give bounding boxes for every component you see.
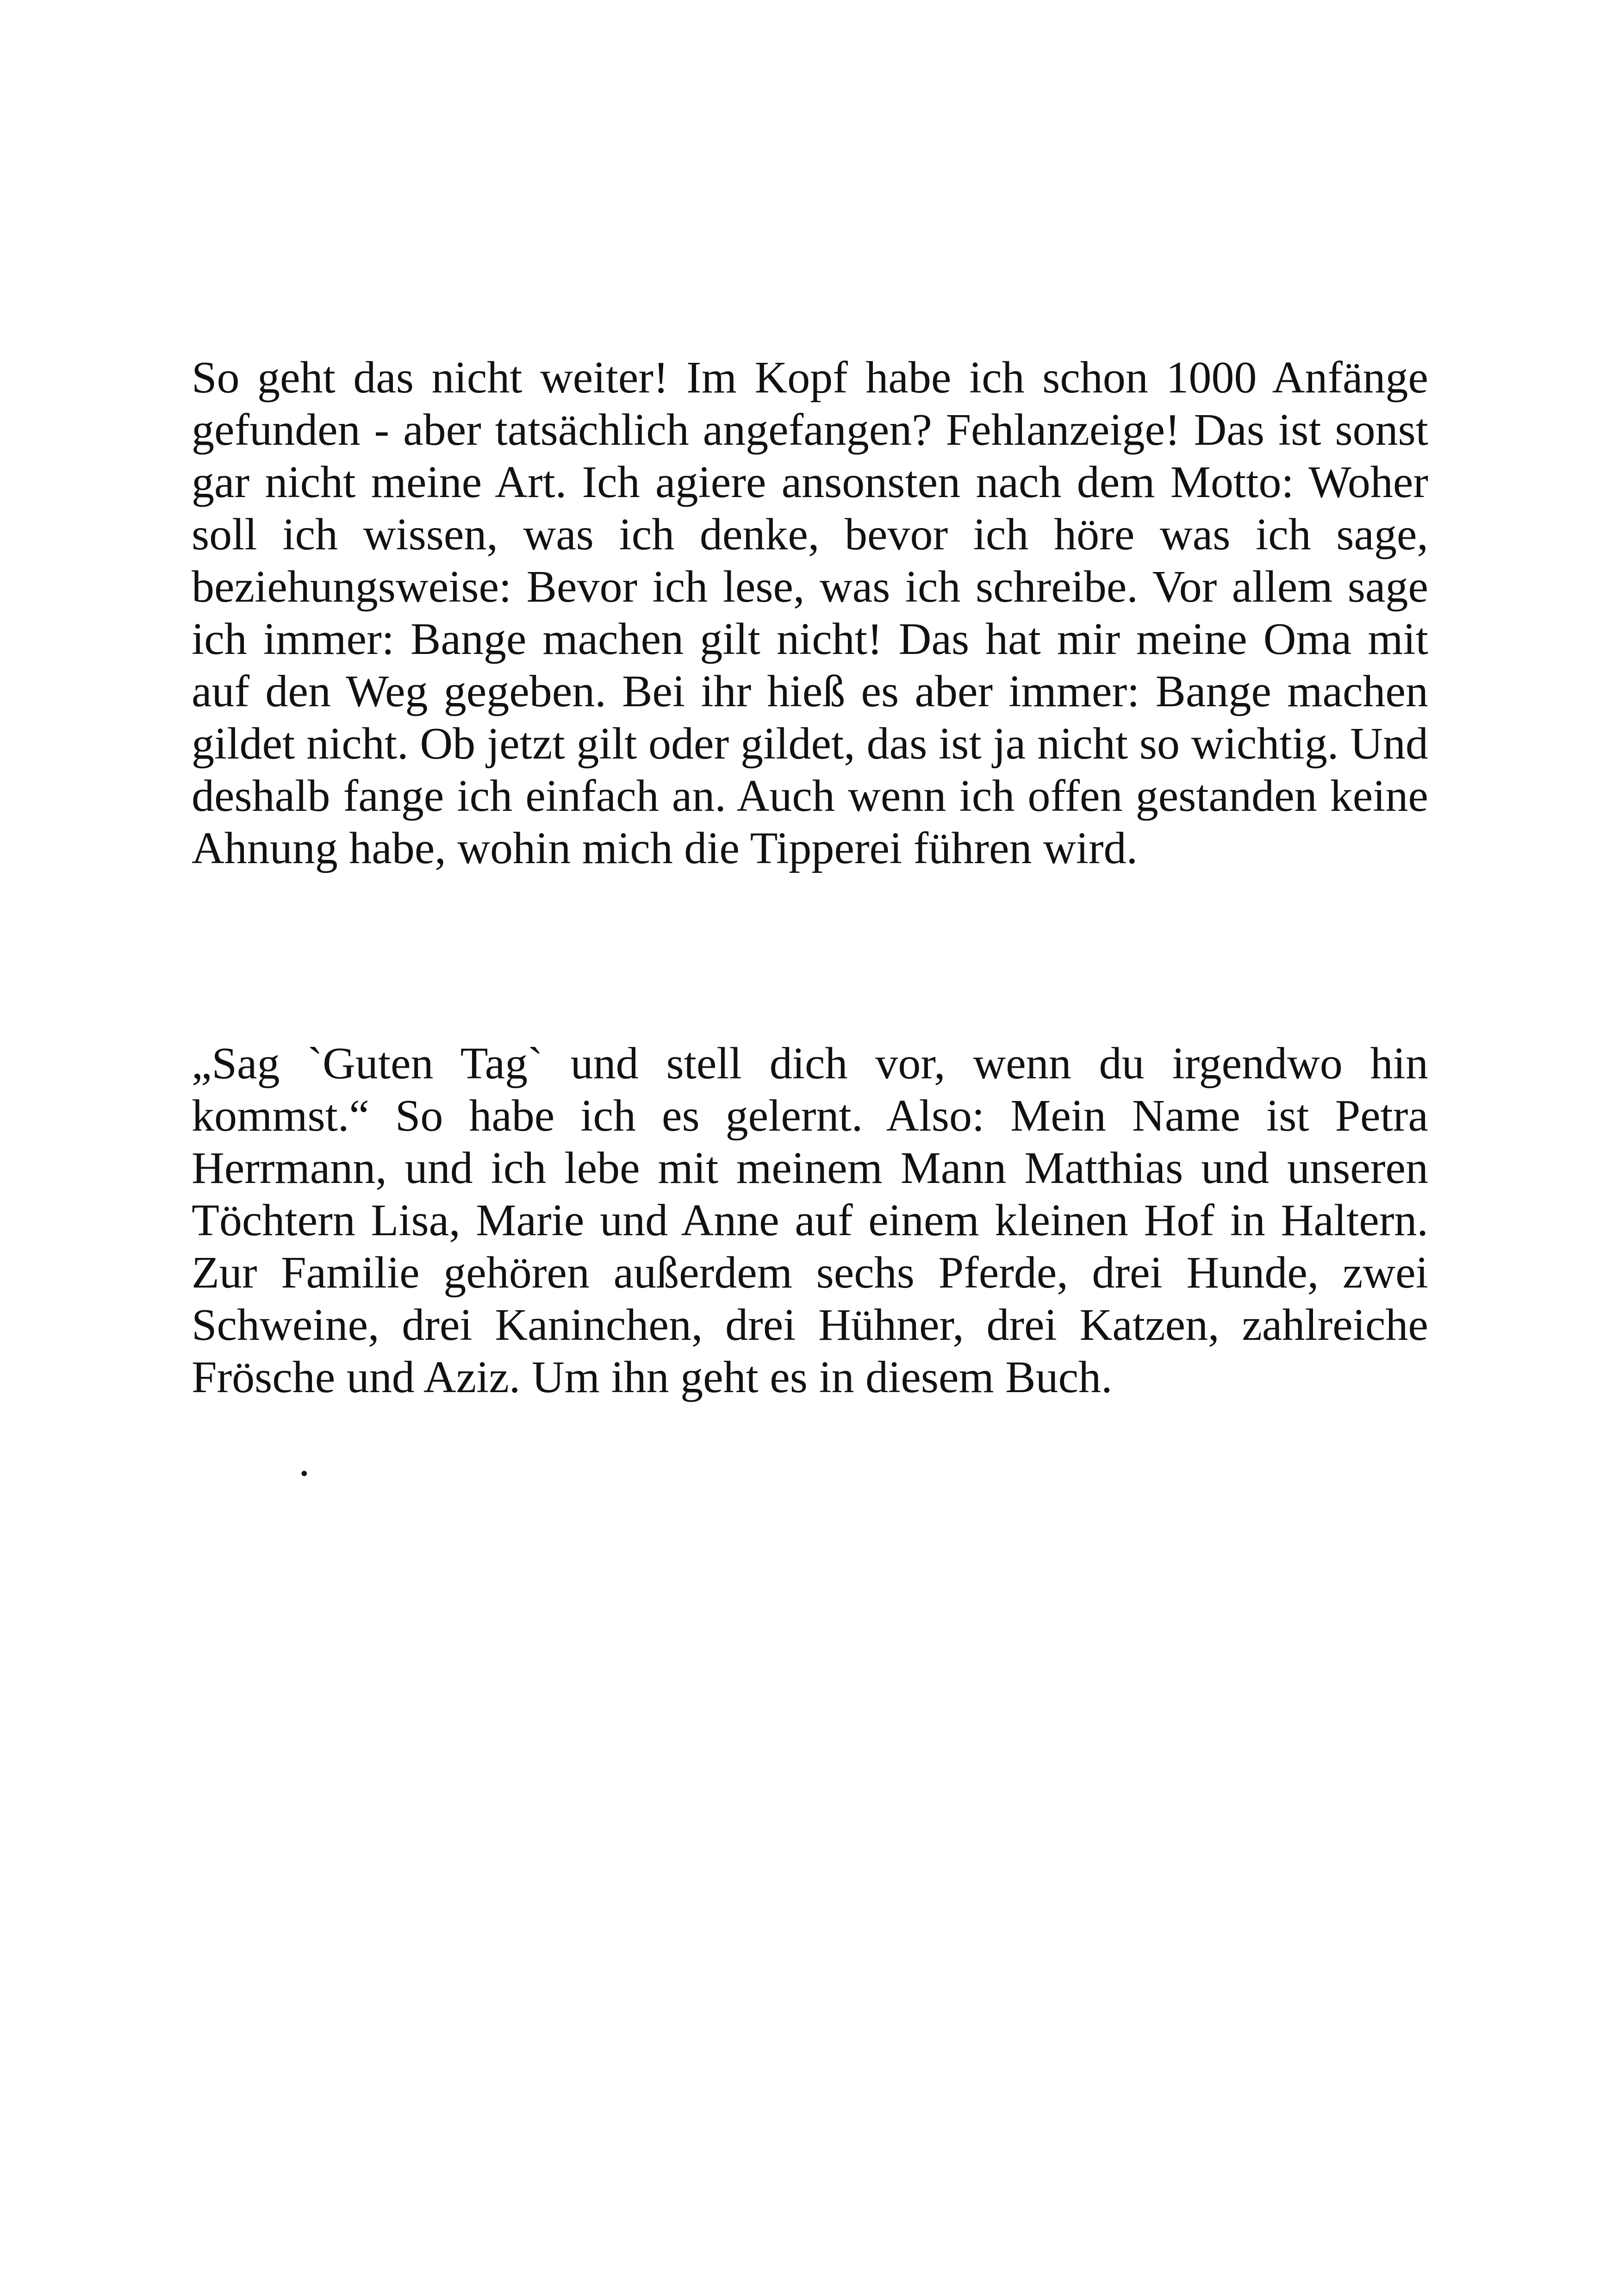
stray-period-mark: . <box>299 1436 310 1486</box>
paragraph-intro: So geht das nicht weiter! Im Kopf habe ich schon 1000 Anfänge gefunden - aber tatsächlich angefangen? Fehlanzeige! Das ist sonst gar nicht meine Art. Ich agiere ansonsten nach dem Motto: Woher soll ich wissen, was ich denke, bevor ich höre was ich sage, beziehungsweise: Bevor ich lese, was ich schreibe. Vor allem sage ich immer: Bange machen gilt nicht! Das hat mir meine Oma mit auf den Weg gegeben. Bei ihr hieß es aber immer: Bange machen gildet nicht. Ob jetzt gilt oder gildet, das ist ja nicht so wichtig. Und deshalb fange ich einfach an. Auch wenn ich offen gestanden keine Ahnung habe, wohin mich die Tipperei führen wird. <box>192 353 1428 873</box>
paragraph-introduction-family: „Sag `Guten Tag` und stell dich vor, wenn du irgendwo hin kommst.“ So habe ich es gelernt. Also: Mein Name ist Petra Herrmann, und ich lebe mit meinem Mann Matthias und unseren Töchtern Lisa, Marie und Anne auf einem kleinen Hof in Haltern. Zur Familie gehören außerdem sechs Pferde, drei Hunde, zwei Schweine, drei Kaninchen, drei Hühner, drei Katzen, zahlreiche Frösche und Aziz. Um ihn geht es in diesem Buch. <box>192 1039 1428 1402</box>
